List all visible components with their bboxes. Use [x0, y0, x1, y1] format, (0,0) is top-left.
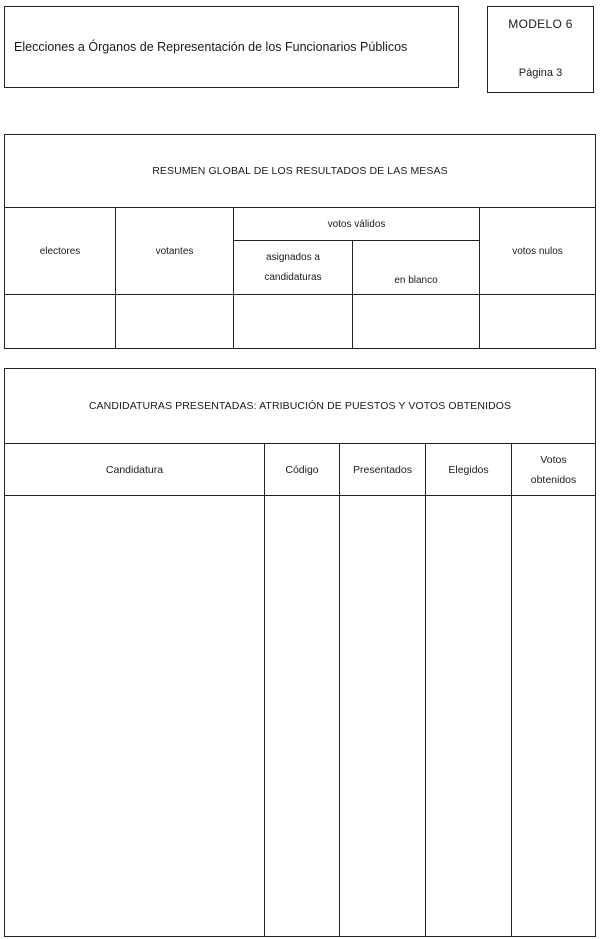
votos-line2: obtenidos: [530, 473, 577, 486]
candidatura-header: Candidatura: [5, 444, 265, 496]
votos-nulos-header: votos nulos: [480, 208, 596, 295]
votantes-cell[interactable]: [116, 295, 234, 349]
form-title-box: [4, 6, 459, 88]
codigo-column[interactable]: [265, 496, 340, 937]
en-blanco-cell[interactable]: [353, 295, 480, 349]
candidatures-table: [4, 368, 596, 937]
en-blanco-header: en blanco: [353, 241, 480, 295]
candidatura-column[interactable]: [5, 496, 265, 937]
asignados-line2: candidaturas: [264, 271, 322, 283]
asignados-line1: asignados a: [266, 251, 320, 263]
votos-nulos-cell[interactable]: [480, 295, 596, 349]
electores-cell[interactable]: [5, 295, 116, 349]
model-box: [487, 6, 594, 93]
codigo-header: Código: [265, 444, 340, 496]
form-title: Elecciones a Órganos de Representación de los Funcionarios Públicos: [14, 40, 408, 54]
elegidos-header: Elegidos: [426, 444, 512, 496]
model-number: MODELO 6: [508, 17, 573, 31]
votos-column[interactable]: [512, 496, 596, 937]
candidatures-title: CANDIDATURAS PRESENTADAS: ATRIBUCIÓN DE PUESTOS Y VOTOS OBTENIDOS: [5, 369, 596, 444]
summary-title: RESUMEN GLOBAL DE LOS RESULTADOS DE LAS MESAS: [5, 135, 596, 208]
asignados-cell[interactable]: [234, 295, 353, 349]
page-number: Página 3: [518, 67, 563, 79]
presentados-column[interactable]: [340, 496, 426, 937]
votos-obtenidos-header: [512, 444, 596, 496]
presentados-header: Presentados: [340, 444, 426, 496]
votos-line1: Votos: [540, 453, 567, 466]
electores-header: electores: [5, 208, 116, 295]
votantes-header: votantes: [116, 208, 234, 295]
summary-table: [4, 134, 596, 349]
elegidos-column[interactable]: [426, 496, 512, 937]
votos-validos-header: votos válidos: [234, 208, 480, 241]
asignados-header: [234, 241, 353, 295]
